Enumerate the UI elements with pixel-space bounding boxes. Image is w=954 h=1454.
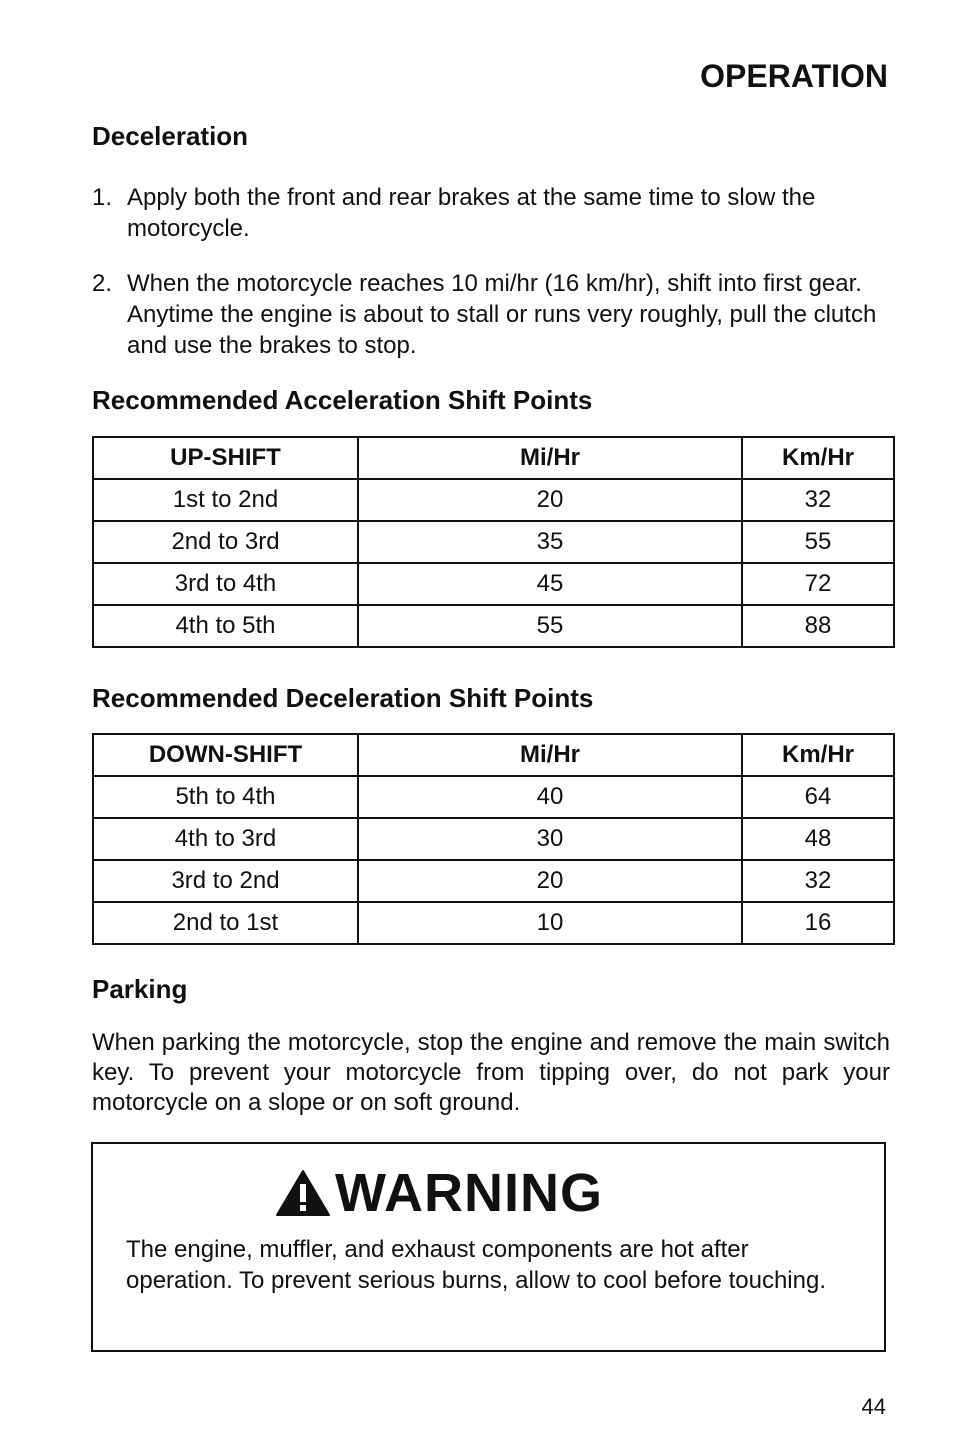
step-number: 1. xyxy=(92,184,113,211)
table-row xyxy=(93,605,894,647)
table-cell: 48 xyxy=(742,818,894,860)
table-cell: 45 xyxy=(358,563,742,605)
column-header: Mi/Hr xyxy=(358,437,742,479)
warning-box xyxy=(91,1142,886,1352)
table-cell: 20 xyxy=(358,860,742,902)
page-header: OPERATION xyxy=(700,58,888,94)
table-cell: 88 xyxy=(742,605,894,647)
warning-text: The engine, muffler, and exhaust components are hot after operation. To prevent serious burns, allow to cool before touching. xyxy=(126,1236,826,1294)
table-row xyxy=(93,521,894,563)
warning-heading xyxy=(275,1163,603,1223)
step-number: 2. xyxy=(92,270,113,297)
warning-triangle-icon xyxy=(275,1169,331,1217)
deceleration-step-1 xyxy=(92,182,892,244)
table-cell: 35 xyxy=(358,521,742,563)
deceleration-step-2 xyxy=(92,268,892,361)
table-row xyxy=(93,860,894,902)
parking-text: When parking the motorcycle, stop the engine and remove the main switch key. To prevent your motorcycle from tipping over, do not park your motorcycle on a slope or on soft ground. xyxy=(92,1029,890,1116)
table-cell: 4th to 3rd xyxy=(93,818,358,860)
column-header: DOWN-SHIFT xyxy=(93,734,358,776)
table-cell: 2nd to 1st xyxy=(93,902,358,944)
table-cell: 16 xyxy=(742,902,894,944)
table-row xyxy=(93,479,894,521)
table-cell: 72 xyxy=(742,563,894,605)
table-cell: 1st to 2nd xyxy=(93,479,358,521)
deceleration-title: Deceleration xyxy=(92,121,249,151)
table-header-row xyxy=(93,734,894,776)
table-row xyxy=(93,776,894,818)
table-cell: 64 xyxy=(742,776,894,818)
acceleration-table-title: Recommended Acceleration Shift Points xyxy=(92,385,593,415)
table-header-row xyxy=(93,437,894,479)
column-header: Km/Hr xyxy=(742,437,894,479)
column-header: Km/Hr xyxy=(742,734,894,776)
table-cell: 40 xyxy=(358,776,742,818)
table-cell: 55 xyxy=(742,521,894,563)
table-cell: 55 xyxy=(358,605,742,647)
table-cell: 3rd to 4th xyxy=(93,563,358,605)
table-cell: 10 xyxy=(358,902,742,944)
column-header: Mi/Hr xyxy=(358,734,742,776)
table-cell: 4th to 5th xyxy=(93,605,358,647)
deceleration-shift-table xyxy=(92,733,895,945)
table-cell: 20 xyxy=(358,479,742,521)
step-text: Apply both the front and rear brakes at the same time to slow the motorcycle. xyxy=(127,184,816,242)
table-cell: 3rd to 2nd xyxy=(93,860,358,902)
table-row xyxy=(93,818,894,860)
acceleration-shift-table xyxy=(92,436,895,648)
column-header: UP-SHIFT xyxy=(93,437,358,479)
table-row xyxy=(93,902,894,944)
page-number: 44 xyxy=(861,1394,886,1419)
warning-label: WARNING xyxy=(335,1163,603,1223)
deceleration-table-title: Recommended Deceleration Shift Points xyxy=(92,683,594,713)
table-cell: 32 xyxy=(742,479,894,521)
table-cell: 30 xyxy=(358,818,742,860)
table-cell: 5th to 4th xyxy=(93,776,358,818)
table-row xyxy=(93,563,894,605)
table-cell: 2nd to 3rd xyxy=(93,521,358,563)
table-cell: 32 xyxy=(742,860,894,902)
parking-title: Parking xyxy=(92,974,188,1004)
step-text: When the motorcycle reaches 10 mi/hr (16 km/hr), shift into first gear. Anytime the engine is about to stall or runs very roughly, pull the clutch and use the brakes to stop. xyxy=(127,270,877,359)
